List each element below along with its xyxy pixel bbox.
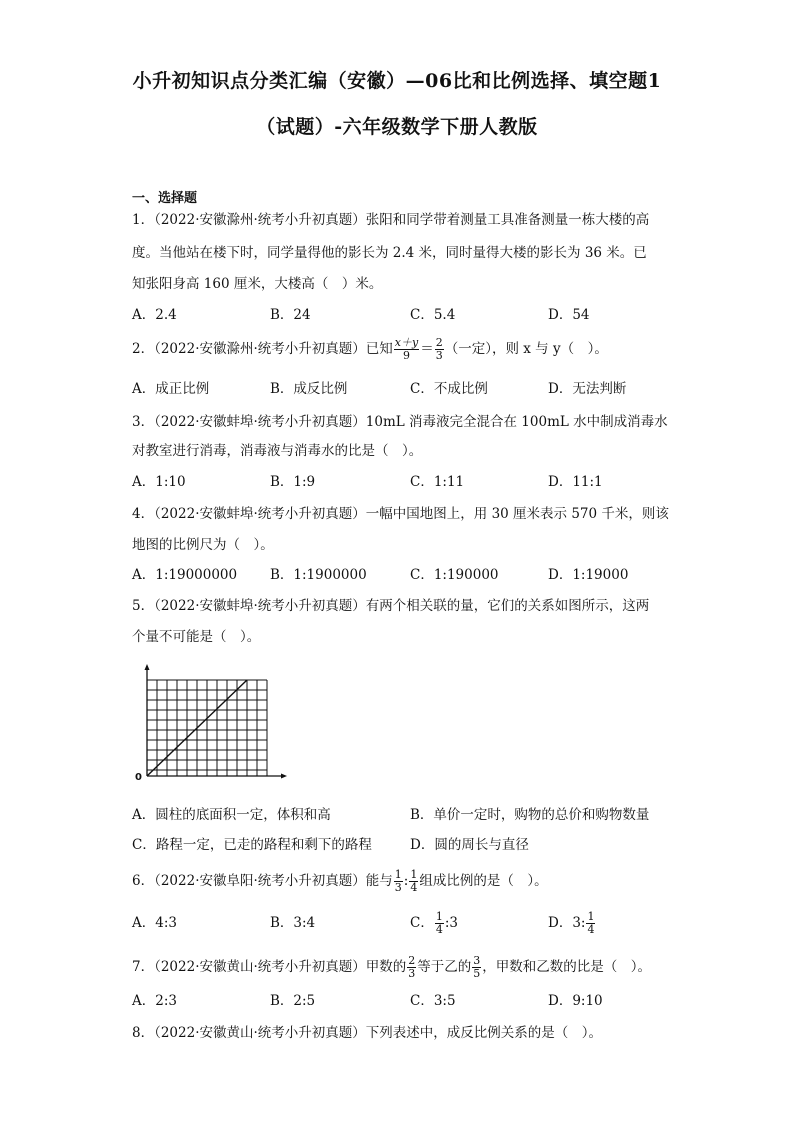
graph-y-arrow [145, 664, 150, 670]
question-3-option-d: D．11:1 [548, 474, 603, 490]
question-4-option-d: D．1:19000 [548, 567, 629, 583]
fraction-numerator: 1 [587, 910, 595, 923]
fraction-1-over-4 [586, 911, 595, 936]
question-1-option-a: A．2.4 [132, 307, 177, 323]
question-2-option-b: B．成反比例 [270, 381, 348, 397]
fraction-numerator: 2 [435, 336, 443, 349]
question-1-option-b: B．24 [270, 307, 311, 323]
question-5-option-d: D．圆的周长与直径 [410, 837, 529, 853]
fraction-denominator: 3 [408, 967, 416, 980]
question-5-option-c: C．路程一定，已走的路程和剩下的路程 [132, 837, 372, 853]
question-4-line-1: 4．（2022·安徽蚌埠·统考小升初真题）一幅中国地图上，用 30 厘米表示 570 千米，则该 [132, 506, 669, 522]
question-3-option-b: B．1:9 [270, 474, 316, 490]
question-6-option-b: B．3:4 [270, 915, 316, 931]
fraction-numerator: 1 [410, 868, 418, 881]
document-title-line-2: （试题）-六年级数学下册人教版 [256, 116, 538, 138]
fraction-denominator: 4 [587, 923, 595, 936]
question-3-option-c: C．1:11 [410, 474, 465, 490]
question-1-line-2: 度。当他站在楼下时，同学量得他的影长为 2.4 米，同时量得大楼的影长为 36 米。已 [132, 245, 647, 261]
section-heading: 一、选择题 [132, 191, 198, 206]
question-2-suffix: （一定），则 x 与 y（ ）。 [444, 341, 608, 357]
question-2-prefix: 2．（2022·安徽滁州·统考小升初真题）已知 [132, 341, 393, 357]
question-5-option-a: A．圆柱的底面积一定，体积和高 [132, 807, 331, 823]
fraction-x-plus-y-over-9 [394, 337, 419, 362]
question-1-line-3: 知张阳身高 160 厘米，大楼高（ ）米。 [132, 276, 383, 292]
question-6-option-c [410, 907, 458, 939]
question-2-stem [132, 334, 608, 364]
document-title-line-1: 小升初知识点分类汇编（安徽）—06比和比例选择、填空题1 [132, 70, 662, 92]
question-1-option-d: D．54 [548, 307, 590, 323]
equals-sign: ＝ [420, 341, 434, 357]
question-8-line-1: 8．（2022·安徽黄山·统考小升初真题）下列表述中，成反比例关系的是（ ）。 [132, 1025, 603, 1041]
question-4-option-b: B．1:1900000 [270, 567, 367, 583]
question-1-option-c: C．5.4 [410, 307, 456, 323]
fraction-denominator: 4 [435, 923, 443, 936]
question-6-option-a: A．4:3 [132, 915, 177, 931]
fraction-denominator: 4 [410, 881, 418, 894]
question-7-prefix: 7．（2022·安徽黄山·统考小升初真题）甲数的 [132, 959, 407, 975]
option-d-label: D．3: [548, 915, 586, 931]
option-c-suffix: :3 [444, 915, 458, 931]
fraction-numerator: 1 [435, 910, 443, 923]
question-6-option-d [548, 907, 596, 939]
graph-origin-label: 0 [135, 772, 142, 782]
fraction-numerator: 2 [408, 954, 416, 967]
question-6-stem [132, 866, 548, 896]
question-7-suffix: ，甲数和乙数的比是（ ）。 [482, 959, 652, 975]
fraction-denominator: 3 [435, 349, 443, 362]
question-6-prefix: 6．（2022·安徽阜阳·统考小升初真题）能与 [132, 873, 393, 889]
question-3-option-a: A．1:10 [132, 474, 186, 490]
fraction-numerator: 1 [394, 868, 402, 881]
question-3-line-2: 对教室进行消毒，消毒液与消毒水的比是（ ）。 [132, 443, 423, 459]
option-c-label: C． [410, 915, 434, 931]
question-2-option-c: C．不成比例 [410, 381, 488, 397]
fraction-1-over-4 [435, 911, 444, 936]
graph-grid [147, 680, 267, 776]
question-7-option-d: D．9:10 [548, 993, 603, 1009]
question-2-option-a: A．成正比例 [132, 381, 210, 397]
question-4-option-a: A．1:19000000 [132, 567, 238, 583]
question-7-stem [132, 952, 651, 982]
fraction-denominator: 5 [473, 967, 481, 980]
fraction-denominator: 3 [394, 881, 402, 894]
graph-x-arrow [281, 774, 287, 779]
question-2-option-d: D．无法判断 [548, 381, 627, 397]
question-7-option-c: C．3:5 [410, 993, 456, 1009]
fraction-numerator: x＋y [394, 336, 419, 349]
question-7-option-a: A．2:3 [132, 993, 177, 1009]
question-7-option-b: B．2:5 [270, 993, 316, 1009]
fraction-1-over-3 [394, 869, 403, 894]
question-5-line-1: 5．（2022·安徽蚌埠·统考小升初真题）有两个相关联的量，它们的关系如图所示，这两 [132, 598, 650, 614]
question-1-line-1: 1．（2022·安徽滁州·统考小升初真题）张阳和同学带着测量工具准备测量一栋大楼的高 [132, 212, 650, 228]
question-7-middle: 等于乙的 [417, 959, 472, 975]
question-5-option-b: B．单价一定时，购物的总价和购物数量 [410, 807, 650, 823]
question-5-graph [132, 662, 292, 782]
fraction-numerator: 3 [473, 954, 481, 967]
question-4-line-2: 地图的比例尺为（ ）。 [132, 537, 274, 553]
fraction-2-over-3 [407, 955, 416, 980]
fraction-denominator: 9 [402, 349, 410, 362]
question-3-line-1: 3．（2022·安徽蚌埠·统考小升初真题）10mL 消毒液完全混合在 100mL 水中制成消毒水 [132, 414, 668, 430]
fraction-1-over-4 [409, 869, 418, 894]
fraction-3-over-5 [472, 955, 481, 980]
ratio-colon: : [403, 873, 409, 889]
question-4-option-c: C．1:190000 [410, 567, 499, 583]
question-5-line-2: 个量不可能是（ ）。 [132, 629, 261, 645]
fraction-2-over-3 [435, 337, 444, 362]
question-6-suffix: 组成比例的是（ ）。 [419, 873, 548, 889]
